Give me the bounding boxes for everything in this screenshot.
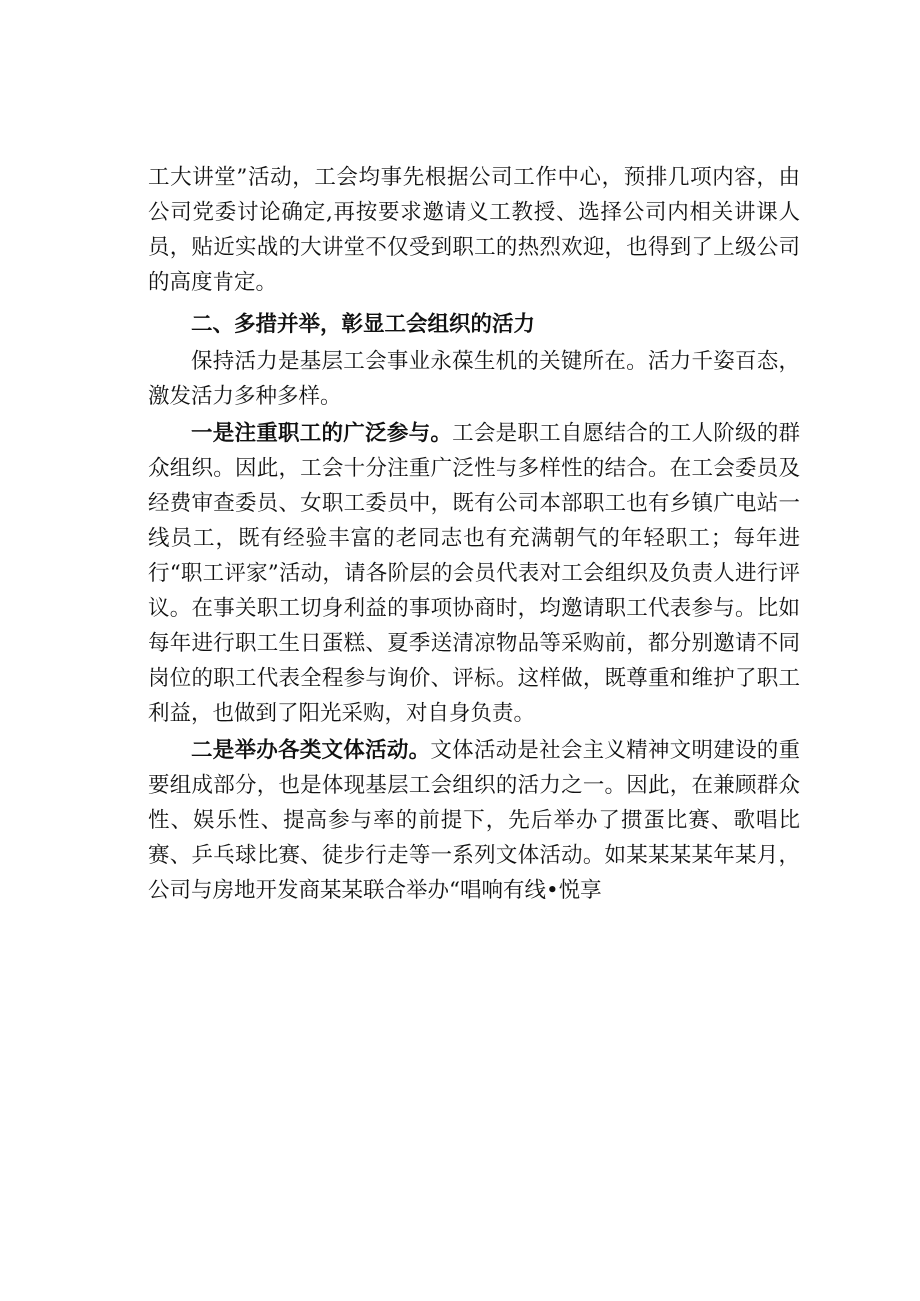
paragraph-point-one <box>148 416 800 731</box>
point-two-lead: 二是举办各类文体活动。 <box>191 738 431 763</box>
point-one-body: 工会是职工自愿结合的工人阶级的群众组织。因此，工会十分注重广泛性与多样性的结合。在工会委员及经费审查委员、女职工委员中，既有公司本部职工也有乡镇广电站一线员工，既有经验丰富的老同志也有充满朝气的年轻职工；每年进行“职工评家”活动，请各阶层的会员代表对工会组织及负责人进行评议。在事关职工切身利益的事项协商时，均邀请职工代表参与。比如每年进行职工生日蛋糕、夏季送清凉物品等采购前，都分别邀请不同岗位的职工代表全程参与询价、评标。这样做，既尊重和维护了职工利益，也做到了阳光采购，对自身负责。 <box>148 421 800 726</box>
point-one-lead: 一是注重职工的广泛参与。 <box>191 421 453 446</box>
point-two-body: 文体活动是社会主义精神文明建设的重要组成部分，也是体现基层工会组织的活力之一。因此，在兼顾群众性、娱乐性、提高参与率的前提下，先后举办了掼蛋比赛、歌唱比赛、乒乓球比赛、徒步行走等一系列文体活动。如某某某某年某月，公司与房地开发商某某联合举办“唱响有线•悦享 <box>148 738 800 903</box>
paragraph-intro-continuation: 工大讲堂”活动，工会均事先根据公司工作中心，预排几项内容，由公司党委讨论确定,再按要求邀请义工教授、选择公司内相关讲课人员，贴近实战的大讲堂不仅受到职工的热烈欢迎，也得到了上级公司的高度肯定。 <box>148 165 800 295</box>
section-heading: 二、多措并举，彰显工会组织的活力 <box>191 312 536 337</box>
paragraph-section-intro: 保持活力是基层工会事业永葆生机的关键所在。活力千姿百态，激发活力多种多样。 <box>148 349 800 409</box>
document-page <box>148 160 800 908</box>
spacer <box>148 300 800 305</box>
paragraph-point-two <box>148 733 800 908</box>
